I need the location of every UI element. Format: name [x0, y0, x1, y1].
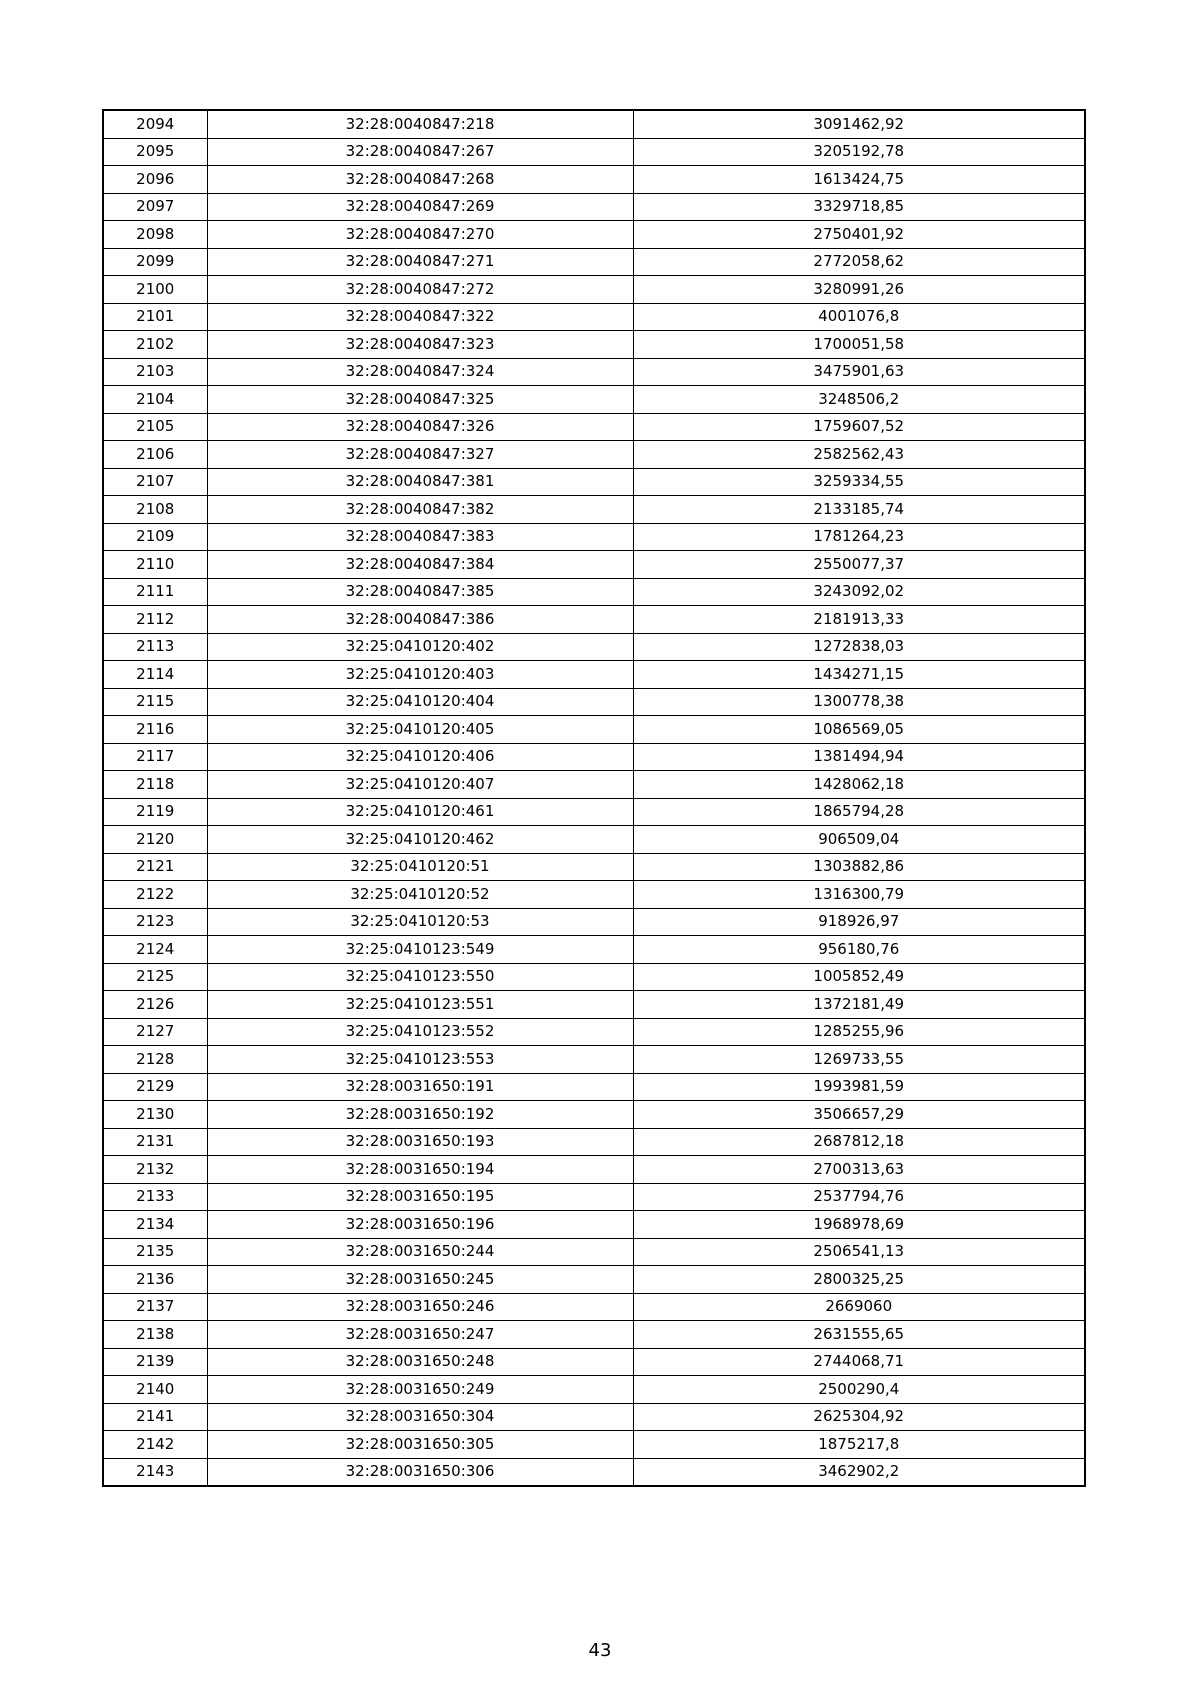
row-number-cell: 2104	[103, 386, 207, 414]
table-row	[103, 1018, 1085, 1046]
cadastral-value-cell: 956180,76	[633, 936, 1085, 964]
cadastral-number-cell: 32:25:0410120:51	[207, 853, 633, 881]
cadastral-number-cell: 32:28:0040847:322	[207, 303, 633, 331]
cadastral-number-cell: 32:25:0410123:550	[207, 963, 633, 991]
cadastral-value-cell: 1086569,05	[633, 716, 1085, 744]
row-number-cell: 2098	[103, 221, 207, 249]
cadastral-value-cell: 1269733,55	[633, 1046, 1085, 1074]
table-row	[103, 1376, 1085, 1404]
cadastral-number-cell: 32:28:0031650:244	[207, 1238, 633, 1266]
cadastral-value-cell: 918926,97	[633, 908, 1085, 936]
cadastral-value-cell: 2500290,4	[633, 1376, 1085, 1404]
table-row	[103, 248, 1085, 276]
row-number-cell: 2114	[103, 661, 207, 689]
cadastral-value-cell: 1700051,58	[633, 331, 1085, 359]
cadastral-value-cell: 1993981,59	[633, 1073, 1085, 1101]
table-row	[103, 1238, 1085, 1266]
cadastral-number-cell: 32:25:0410120:462	[207, 826, 633, 854]
table-row	[103, 166, 1085, 194]
cadastral-value-cell: 3475901,63	[633, 358, 1085, 386]
cadastral-number-cell: 32:28:0040847:272	[207, 276, 633, 304]
table-row	[103, 798, 1085, 826]
cadastral-value-cell: 3462902,2	[633, 1458, 1085, 1486]
cadastral-number-cell: 32:28:0040847:323	[207, 331, 633, 359]
table-row	[103, 881, 1085, 909]
cadastral-number-cell: 32:28:0040847:327	[207, 441, 633, 469]
row-number-cell: 2125	[103, 963, 207, 991]
row-number-cell: 2137	[103, 1293, 207, 1321]
cadastral-number-cell: 32:25:0410120:53	[207, 908, 633, 936]
cadastral-number-cell: 32:25:0410123:552	[207, 1018, 633, 1046]
row-number-cell: 2111	[103, 578, 207, 606]
row-number-cell: 2132	[103, 1156, 207, 1184]
cadastral-value-cell: 2582562,43	[633, 441, 1085, 469]
row-number-cell: 2115	[103, 688, 207, 716]
cadastral-value-cell: 3259334,55	[633, 468, 1085, 496]
cadastral-number-cell: 32:28:0031650:247	[207, 1321, 633, 1349]
table-row	[103, 936, 1085, 964]
table-row	[103, 963, 1085, 991]
cadastral-value-cell: 2181913,33	[633, 606, 1085, 634]
table-row	[103, 496, 1085, 524]
row-number-cell: 2113	[103, 633, 207, 661]
cadastral-number-cell: 32:25:0410120:405	[207, 716, 633, 744]
cadastral-value-cell: 2550077,37	[633, 551, 1085, 579]
row-number-cell: 2108	[103, 496, 207, 524]
cadastral-number-cell: 32:28:0040847:384	[207, 551, 633, 579]
table-row	[103, 1211, 1085, 1239]
table-row	[103, 1293, 1085, 1321]
row-number-cell: 2116	[103, 716, 207, 744]
cadastral-value-table	[102, 109, 1086, 1487]
cadastral-value-cell: 1285255,96	[633, 1018, 1085, 1046]
cadastral-number-cell: 32:28:0040847:324	[207, 358, 633, 386]
cadastral-value-cell: 1428062,18	[633, 771, 1085, 799]
row-number-cell: 2131	[103, 1128, 207, 1156]
cadastral-number-cell: 32:28:0031650:192	[207, 1101, 633, 1129]
cadastral-number-cell: 32:28:0040847:268	[207, 166, 633, 194]
row-number-cell: 2140	[103, 1376, 207, 1404]
table-row	[103, 138, 1085, 166]
row-number-cell: 2112	[103, 606, 207, 634]
cadastral-number-cell: 32:28:0031650:249	[207, 1376, 633, 1404]
cadastral-number-cell: 32:28:0040847:267	[207, 138, 633, 166]
cadastral-value-cell: 2537794,76	[633, 1183, 1085, 1211]
row-number-cell: 2127	[103, 1018, 207, 1046]
table-row	[103, 303, 1085, 331]
table-row	[103, 1431, 1085, 1459]
row-number-cell: 2139	[103, 1348, 207, 1376]
cadastral-value-cell: 1381494,94	[633, 743, 1085, 771]
cadastral-value-cell: 2800325,25	[633, 1266, 1085, 1294]
cadastral-value-cell: 3329718,85	[633, 193, 1085, 221]
table-row	[103, 358, 1085, 386]
table-row	[103, 413, 1085, 441]
cadastral-value-cell: 2750401,92	[633, 221, 1085, 249]
row-number-cell: 2117	[103, 743, 207, 771]
cadastral-number-cell: 32:25:0410120:52	[207, 881, 633, 909]
table-row	[103, 606, 1085, 634]
cadastral-number-cell: 32:28:0031650:194	[207, 1156, 633, 1184]
table-row	[103, 633, 1085, 661]
cadastral-value-cell: 4001076,8	[633, 303, 1085, 331]
row-number-cell: 2141	[103, 1403, 207, 1431]
table-row	[103, 853, 1085, 881]
cadastral-number-cell: 32:25:0410123:549	[207, 936, 633, 964]
row-number-cell: 2106	[103, 441, 207, 469]
cadastral-value-cell: 2772058,62	[633, 248, 1085, 276]
cadastral-number-cell: 32:28:0031650:304	[207, 1403, 633, 1431]
row-number-cell: 2107	[103, 468, 207, 496]
cadastral-number-cell: 32:25:0410120:406	[207, 743, 633, 771]
table-row	[103, 661, 1085, 689]
table-row	[103, 1266, 1085, 1294]
cadastral-number-cell: 32:25:0410120:402	[207, 633, 633, 661]
cadastral-value-cell: 3280991,26	[633, 276, 1085, 304]
cadastral-value-cell: 1303882,86	[633, 853, 1085, 881]
table-row	[103, 276, 1085, 304]
cadastral-number-cell: 32:28:0031650:191	[207, 1073, 633, 1101]
cadastral-value-cell: 2669060	[633, 1293, 1085, 1321]
cadastral-number-cell: 32:28:0040847:385	[207, 578, 633, 606]
cadastral-number-cell: 32:28:0031650:248	[207, 1348, 633, 1376]
cadastral-value-cell: 2506541,13	[633, 1238, 1085, 1266]
cadastral-number-cell: 32:28:0040847:386	[207, 606, 633, 634]
row-number-cell: 2097	[103, 193, 207, 221]
cadastral-value-cell: 1968978,69	[633, 1211, 1085, 1239]
table-row	[103, 1156, 1085, 1184]
row-number-cell: 2105	[103, 413, 207, 441]
row-number-cell: 2101	[103, 303, 207, 331]
cadastral-value-cell: 1759607,52	[633, 413, 1085, 441]
table-row	[103, 551, 1085, 579]
cadastral-value-cell: 1875217,8	[633, 1431, 1085, 1459]
table-row	[103, 523, 1085, 551]
row-number-cell: 2110	[103, 551, 207, 579]
row-number-cell: 2118	[103, 771, 207, 799]
cadastral-value-cell: 2625304,92	[633, 1403, 1085, 1431]
table-row	[103, 1403, 1085, 1431]
row-number-cell: 2129	[103, 1073, 207, 1101]
cadastral-value-cell: 2133185,74	[633, 496, 1085, 524]
cadastral-value-cell: 3205192,78	[633, 138, 1085, 166]
cadastral-value-cell: 1781264,23	[633, 523, 1085, 551]
row-number-cell: 2138	[103, 1321, 207, 1349]
table-row	[103, 1101, 1085, 1129]
cadastral-value-cell: 1316300,79	[633, 881, 1085, 909]
row-number-cell: 2103	[103, 358, 207, 386]
cadastral-number-cell: 32:25:0410123:551	[207, 991, 633, 1019]
cadastral-number-cell: 32:28:0040847:383	[207, 523, 633, 551]
table-row	[103, 991, 1085, 1019]
cadastral-number-cell: 32:28:0031650:196	[207, 1211, 633, 1239]
cadastral-value-cell: 1434271,15	[633, 661, 1085, 689]
row-number-cell: 2142	[103, 1431, 207, 1459]
cadastral-value-cell: 1613424,75	[633, 166, 1085, 194]
table-row	[103, 1183, 1085, 1211]
cadastral-number-cell: 32:28:0031650:305	[207, 1431, 633, 1459]
row-number-cell: 2121	[103, 853, 207, 881]
cadastral-number-cell: 32:28:0031650:245	[207, 1266, 633, 1294]
table-row	[103, 743, 1085, 771]
row-number-cell: 2119	[103, 798, 207, 826]
table-row	[103, 908, 1085, 936]
table-row	[103, 193, 1085, 221]
table-row	[103, 221, 1085, 249]
row-number-cell: 2143	[103, 1458, 207, 1486]
cadastral-value-cell: 2687812,18	[633, 1128, 1085, 1156]
table-row	[103, 1458, 1085, 1486]
cadastral-number-cell: 32:28:0031650:246	[207, 1293, 633, 1321]
table-row	[103, 688, 1085, 716]
table-row	[103, 331, 1085, 359]
cadastral-value-cell: 906509,04	[633, 826, 1085, 854]
table-row	[103, 110, 1085, 138]
cadastral-value-cell: 1372181,49	[633, 991, 1085, 1019]
cadastral-number-cell: 32:25:0410123:553	[207, 1046, 633, 1074]
cadastral-value-cell: 3506657,29	[633, 1101, 1085, 1129]
cadastral-number-cell: 32:28:0040847:271	[207, 248, 633, 276]
row-number-cell: 2126	[103, 991, 207, 1019]
cadastral-number-cell: 32:28:0031650:306	[207, 1458, 633, 1486]
row-number-cell: 2128	[103, 1046, 207, 1074]
cadastral-value-cell: 3091462,92	[633, 110, 1085, 138]
cadastral-value-cell: 2700313,63	[633, 1156, 1085, 1184]
cadastral-number-cell: 32:28:0040847:382	[207, 496, 633, 524]
cadastral-number-cell: 32:28:0040847:270	[207, 221, 633, 249]
cadastral-number-cell: 32:25:0410120:403	[207, 661, 633, 689]
table-row	[103, 1128, 1085, 1156]
cadastral-value-cell: 2631555,65	[633, 1321, 1085, 1349]
table-row	[103, 1073, 1085, 1101]
cadastral-number-cell: 32:28:0040847:325	[207, 386, 633, 414]
row-number-cell: 2094	[103, 110, 207, 138]
row-number-cell: 2122	[103, 881, 207, 909]
cadastral-number-cell: 32:28:0040847:218	[207, 110, 633, 138]
cadastral-value-cell: 3243092,02	[633, 578, 1085, 606]
table-row	[103, 716, 1085, 744]
row-number-cell: 2130	[103, 1101, 207, 1129]
cadastral-number-cell: 32:25:0410120:461	[207, 798, 633, 826]
table-row	[103, 1321, 1085, 1349]
cadastral-number-cell: 32:25:0410120:404	[207, 688, 633, 716]
cadastral-value-cell: 1300778,38	[633, 688, 1085, 716]
row-number-cell: 2109	[103, 523, 207, 551]
cadastral-number-cell: 32:28:0031650:193	[207, 1128, 633, 1156]
cadastral-number-cell: 32:28:0040847:269	[207, 193, 633, 221]
row-number-cell: 2102	[103, 331, 207, 359]
row-number-cell: 2135	[103, 1238, 207, 1266]
table-row	[103, 826, 1085, 854]
cadastral-value-cell: 1005852,49	[633, 963, 1085, 991]
cadastral-value-cell: 1272838,03	[633, 633, 1085, 661]
cadastral-number-cell: 32:28:0040847:381	[207, 468, 633, 496]
row-number-cell: 2124	[103, 936, 207, 964]
row-number-cell: 2136	[103, 1266, 207, 1294]
row-number-cell: 2134	[103, 1211, 207, 1239]
cadastral-value-cell: 2744068,71	[633, 1348, 1085, 1376]
row-number-cell: 2096	[103, 166, 207, 194]
table-row	[103, 441, 1085, 469]
cadastral-value-cell: 1865794,28	[633, 798, 1085, 826]
table-row	[103, 1046, 1085, 1074]
page-number: 43	[588, 1640, 612, 1661]
row-number-cell: 2123	[103, 908, 207, 936]
row-number-cell: 2120	[103, 826, 207, 854]
cadastral-number-cell: 32:25:0410120:407	[207, 771, 633, 799]
cadastral-value-cell: 3248506,2	[633, 386, 1085, 414]
cadastral-number-cell: 32:28:0040847:326	[207, 413, 633, 441]
table-row	[103, 386, 1085, 414]
table-body	[103, 110, 1085, 1486]
table-row	[103, 578, 1085, 606]
cadastral-number-cell: 32:28:0031650:195	[207, 1183, 633, 1211]
table-row	[103, 771, 1085, 799]
row-number-cell: 2133	[103, 1183, 207, 1211]
row-number-cell: 2095	[103, 138, 207, 166]
row-number-cell: 2099	[103, 248, 207, 276]
table-row	[103, 1348, 1085, 1376]
row-number-cell: 2100	[103, 276, 207, 304]
table-row	[103, 468, 1085, 496]
